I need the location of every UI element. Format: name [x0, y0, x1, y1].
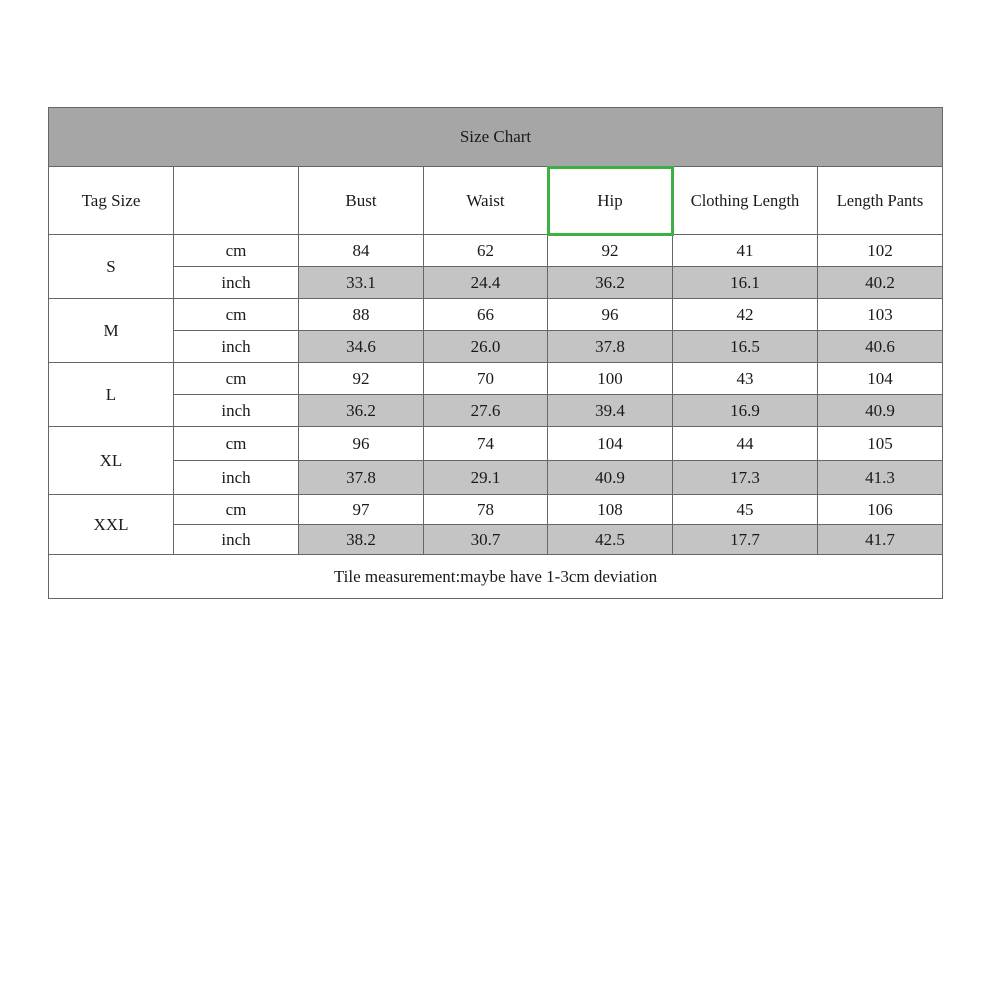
hip-cell[interactable]: 37.8 [548, 331, 673, 363]
hip-cell[interactable]: 96 [548, 299, 673, 331]
title-row [49, 108, 943, 167]
clothing-length-cell[interactable]: 16.1 [673, 267, 818, 299]
bust-cell[interactable]: 92 [299, 363, 424, 395]
bust-cell[interactable]: 88 [299, 299, 424, 331]
size-label[interactable]: XXL [49, 495, 174, 555]
waist-cell[interactable]: 62 [424, 235, 548, 267]
header-unit[interactable] [174, 167, 299, 235]
hip-cell[interactable]: 42.5 [548, 525, 673, 555]
bust-cell[interactable]: 96 [299, 427, 424, 461]
length-pants-cell[interactable]: 40.9 [818, 395, 943, 427]
clothing-length-cell[interactable]: 16.9 [673, 395, 818, 427]
length-pants-cell[interactable]: 40.2 [818, 267, 943, 299]
waist-cell[interactable]: 26.0 [424, 331, 548, 363]
length-pants-cell[interactable]: 41.7 [818, 525, 943, 555]
clothing-length-cell[interactable]: 17.3 [673, 461, 818, 495]
waist-cell[interactable]: 66 [424, 299, 548, 331]
waist-cell[interactable]: 24.4 [424, 267, 548, 299]
size-label[interactable]: L [49, 363, 174, 427]
unit-cell[interactable]: inch [174, 461, 299, 495]
length-pants-cell[interactable]: 106 [818, 495, 943, 525]
bust-cell[interactable]: 34.6 [299, 331, 424, 363]
hip-cell[interactable]: 108 [548, 495, 673, 525]
clothing-length-cell[interactable]: 43 [673, 363, 818, 395]
table-row [49, 363, 943, 395]
hip-cell[interactable]: 40.9 [548, 461, 673, 495]
length-pants-cell[interactable]: 105 [818, 427, 943, 461]
waist-cell[interactable]: 74 [424, 427, 548, 461]
unit-cell[interactable]: cm [174, 299, 299, 331]
header-row [49, 167, 943, 235]
hip-cell[interactable]: 100 [548, 363, 673, 395]
header-tag-size[interactable]: Tag Size [49, 167, 174, 235]
table-row [49, 525, 943, 555]
table-row [49, 461, 943, 495]
unit-cell[interactable]: inch [174, 267, 299, 299]
chart-title: Size Chart [49, 108, 943, 167]
clothing-length-cell[interactable]: 45 [673, 495, 818, 525]
bust-cell[interactable]: 38.2 [299, 525, 424, 555]
waist-cell[interactable]: 78 [424, 495, 548, 525]
table-row [49, 395, 943, 427]
length-pants-cell[interactable]: 102 [818, 235, 943, 267]
hip-cell[interactable]: 92 [548, 235, 673, 267]
bust-cell[interactable]: 84 [299, 235, 424, 267]
clothing-length-cell[interactable]: 42 [673, 299, 818, 331]
bust-cell[interactable]: 36.2 [299, 395, 424, 427]
header-bust[interactable]: Bust [299, 167, 424, 235]
table-row [49, 235, 943, 267]
table-row [49, 331, 943, 363]
clothing-length-cell[interactable]: 44 [673, 427, 818, 461]
size-label[interactable]: XL [49, 427, 174, 495]
hip-cell[interactable]: 39.4 [548, 395, 673, 427]
unit-cell[interactable]: cm [174, 235, 299, 267]
waist-cell[interactable]: 29.1 [424, 461, 548, 495]
hip-cell[interactable]: 104 [548, 427, 673, 461]
table-row [49, 495, 943, 525]
header-waist[interactable]: Waist [424, 167, 548, 235]
unit-cell[interactable]: cm [174, 495, 299, 525]
waist-cell[interactable]: 30.7 [424, 525, 548, 555]
header-clothing-length[interactable]: Clothing Length [673, 167, 818, 235]
unit-cell[interactable]: inch [174, 525, 299, 555]
length-pants-cell[interactable]: 41.3 [818, 461, 943, 495]
note-row [49, 555, 943, 599]
clothing-length-cell[interactable]: 17.7 [673, 525, 818, 555]
unit-cell[interactable]: inch [174, 331, 299, 363]
size-chart [48, 107, 942, 599]
clothing-length-cell[interactable]: 16.5 [673, 331, 818, 363]
hip-cell[interactable]: 36.2 [548, 267, 673, 299]
bust-cell[interactable]: 37.8 [299, 461, 424, 495]
bust-cell[interactable]: 33.1 [299, 267, 424, 299]
bust-cell[interactable]: 97 [299, 495, 424, 525]
size-label[interactable]: M [49, 299, 174, 363]
length-pants-cell[interactable]: 40.6 [818, 331, 943, 363]
table-row [49, 267, 943, 299]
header-length-pants[interactable]: Length Pants [818, 167, 943, 235]
unit-cell[interactable]: cm [174, 363, 299, 395]
unit-cell[interactable]: cm [174, 427, 299, 461]
table-row [49, 427, 943, 461]
size-chart-table [48, 107, 943, 599]
size-label[interactable]: S [49, 235, 174, 299]
waist-cell[interactable]: 27.6 [424, 395, 548, 427]
length-pants-cell[interactable]: 104 [818, 363, 943, 395]
waist-cell[interactable]: 70 [424, 363, 548, 395]
unit-cell[interactable]: inch [174, 395, 299, 427]
length-pants-cell[interactable]: 103 [818, 299, 943, 331]
table-row [49, 299, 943, 331]
clothing-length-cell[interactable]: 41 [673, 235, 818, 267]
header-hip-selected[interactable]: Hip [548, 167, 673, 235]
measurement-note: Tile measurement:maybe have 1-3cm deviation [49, 555, 943, 599]
